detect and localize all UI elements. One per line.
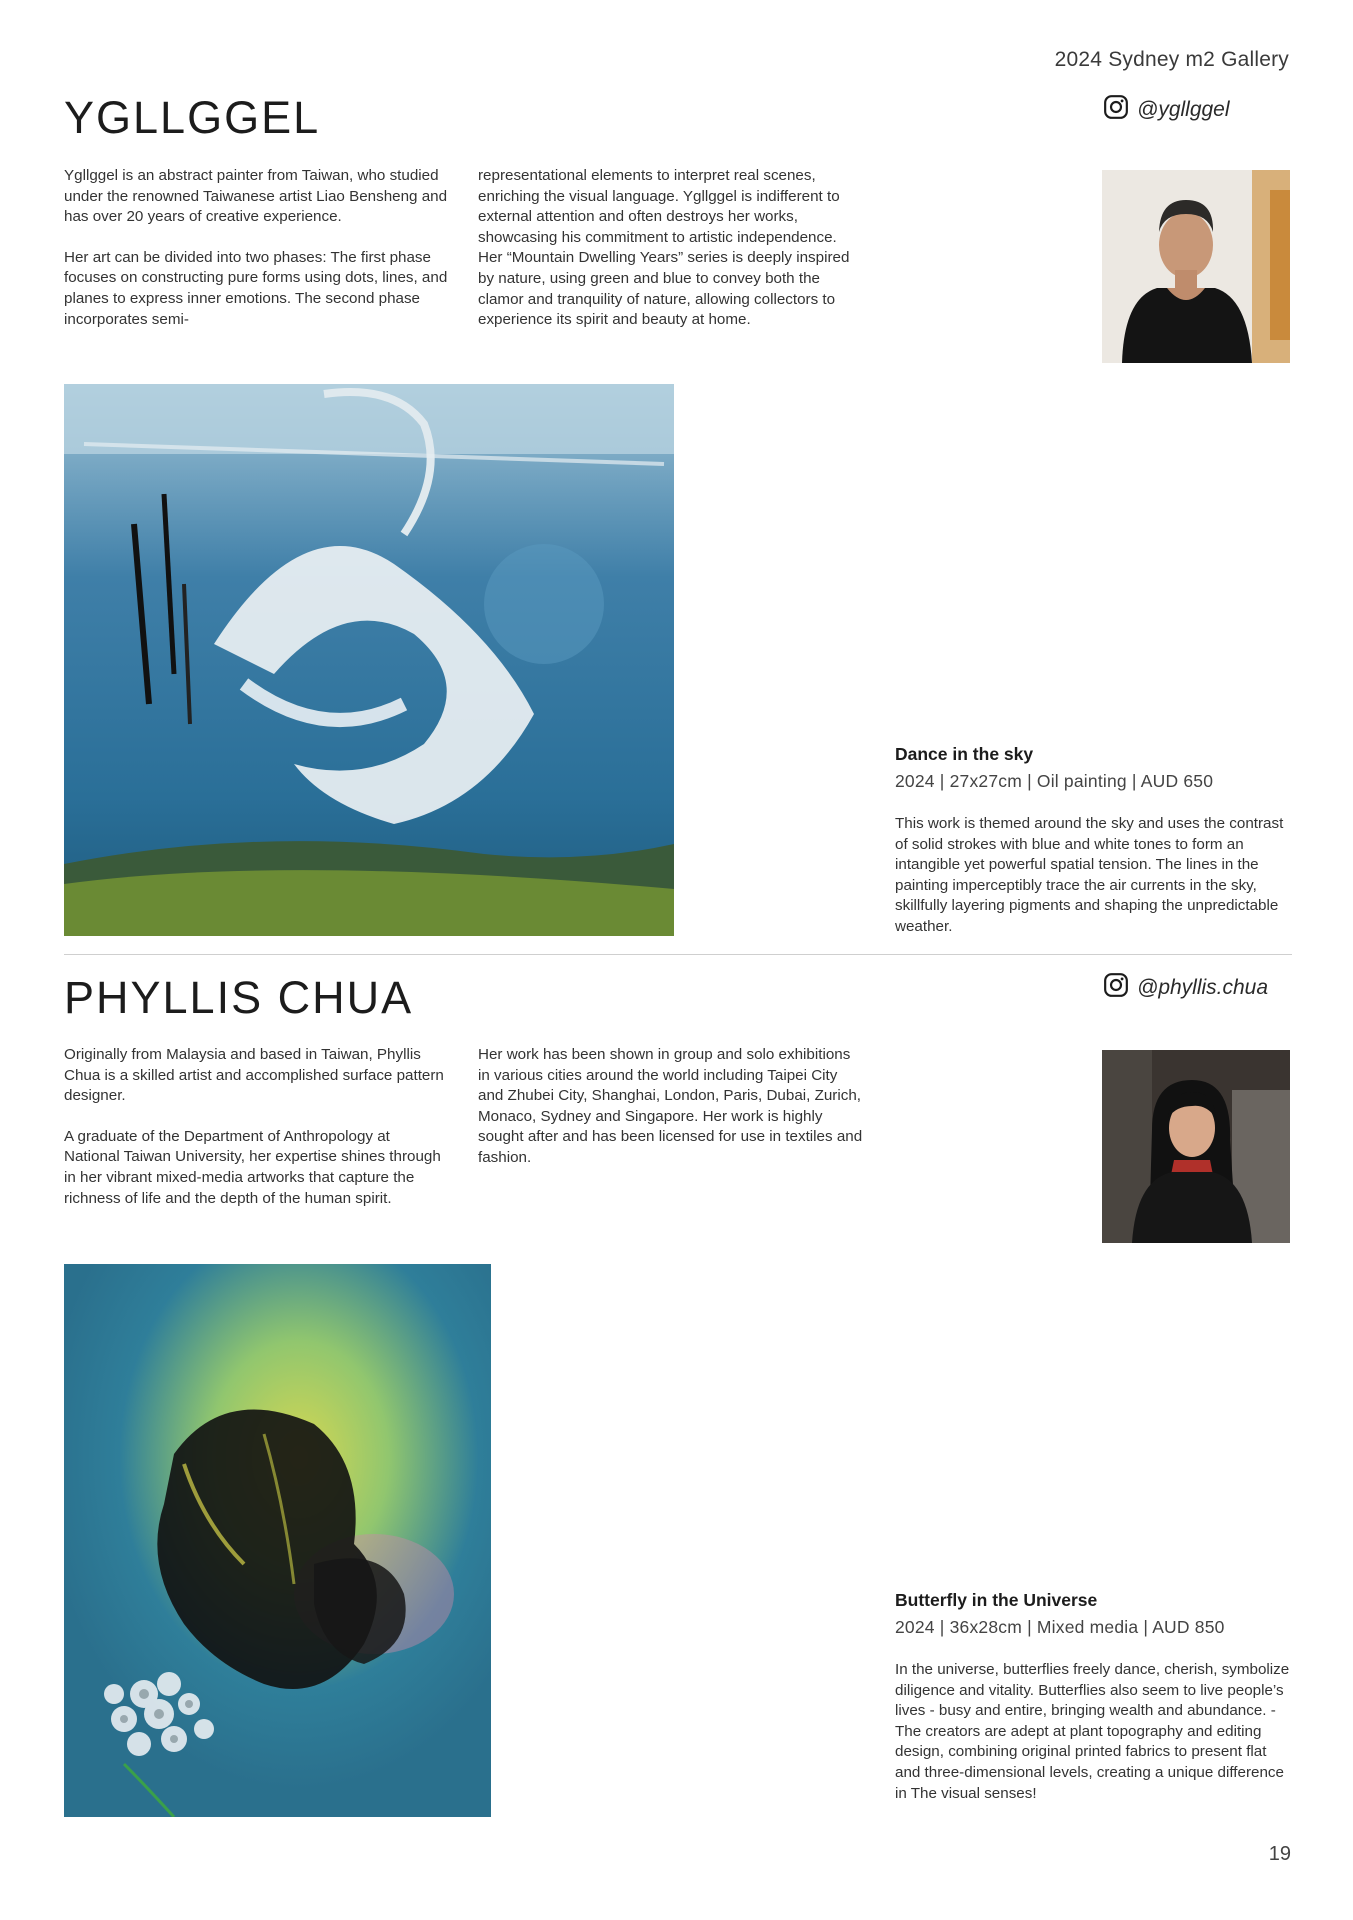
artwork-meta: 2024 | 36x28cm | Mixed media | AUD 850 <box>895 1617 1225 1637</box>
bio-paragraph: Her work has been shown in group and solo exhibitions in various cities around the world including Taipei City and Zhubei City, Shanghai, London, Paris, Dubai, Zurich, Monaco, Sydney and Singapore. Her work is highly sought after and has been licensed for use in textiles and fashion. <box>478 1046 863 1166</box>
instagram-handle[interactable] <box>1103 972 1268 1004</box>
artist-bio-column-2 <box>478 166 863 351</box>
artist-portrait <box>1102 170 1290 363</box>
instagram-icon <box>1103 94 1129 126</box>
instagram-handle[interactable] <box>1103 94 1230 126</box>
artwork-info <box>895 1590 1290 1804</box>
bio-paragraph: Her art can be divided into two phases: The first phase focuses on constructing pure forms using dots, lines, and planes to express inner emotions. The second phase incorporates semi- <box>64 248 448 328</box>
artist-name: YGLLGGEL <box>64 92 321 143</box>
page-number: 19 <box>1268 1843 1291 1865</box>
artist-bio-column-2 <box>478 1045 863 1189</box>
artwork-title: Dance in the sky <box>895 744 1034 764</box>
instagram-handle-text: @phyllis.chua <box>1137 976 1269 999</box>
bio-paragraph: A graduate of the Department of Anthropology at National Taiwan University, her expertise shines through in her vibrant mixed-media artworks that capture the richness of life and the depth of the human spirit. <box>64 1127 441 1207</box>
artwork-info <box>895 744 1290 938</box>
artist-bio-column-1 <box>64 166 449 350</box>
bio-paragraph: representational elements to interpret real scenes, enriching the visual language. Ygllggel is indifferent to external attention and often destroys her works, showcasing his commitment to artistic independence. Her “Mountain Dwelling Years” series is deeply inspired by nature, using green and blue to convey both the clamor and tranquility of nature, allowing collectors to experience its spirit and beauty at home. <box>478 167 850 329</box>
instagram-icon <box>1103 972 1129 1004</box>
artist-name: PHYLLIS CHUA <box>64 972 414 1023</box>
instagram-handle-text: @ygllggel <box>1137 98 1230 121</box>
section-divider <box>64 954 1292 955</box>
bio-paragraph: Originally from Malaysia and based in Taiwan, Phyllis Chua is a skilled artist and accomplished surface pattern designer. <box>64 1046 444 1105</box>
artwork-image-dance-in-the-sky <box>64 384 674 936</box>
artwork-title: Butterfly in the Universe <box>895 1590 1098 1610</box>
artist-bio-column-1 <box>64 1045 449 1229</box>
artwork-image-butterfly-in-the-universe <box>64 1264 491 1817</box>
bio-paragraph: Ygllggel is an abstract painter from Taiwan, who studied under the renowned Taiwanese artist Liao Bensheng and has over 20 years of creative experience. <box>64 167 448 226</box>
artist-portrait <box>1102 1050 1290 1243</box>
artwork-meta: 2024 | 27x27cm | Oil painting | AUD 650 <box>895 771 1214 791</box>
artwork-description: This work is themed around the sky and uses the contrast of solid strokes with blue and white tones to form an intangible yet powerful spatial tension. The lines in the painting imperceptibly trace the air currents in the sky, skillfully layering pigments and shaping the unpredictable weather. <box>895 815 1284 935</box>
gallery-title: 2024 Sydney m2 Gallery <box>1054 48 1289 71</box>
artwork-description: In the universe, butterflies freely dance, cherish, symbolize diligence and vitality. Butterflies also seem to live people’s lives - busy and entire, bringing wealth and abundance. - The creators are adept at plant topography and editing design, combining original printed fabrics to present flat and three-dimensional levels, creating a unique difference in The visual senses! <box>895 1661 1290 1802</box>
